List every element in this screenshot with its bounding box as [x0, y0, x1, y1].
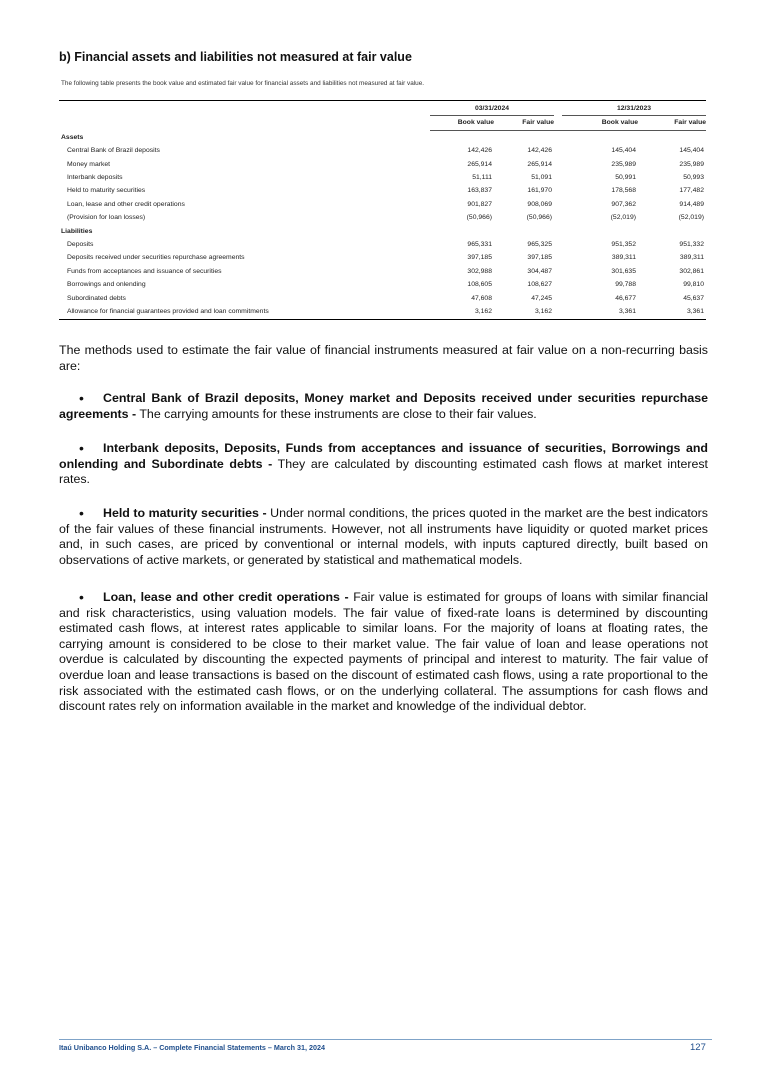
method-item: [59, 441, 708, 488]
table-group-row: [59, 225, 706, 238]
group-label: Assets: [61, 133, 84, 141]
table-row: [59, 184, 706, 197]
bullet-icon: •: [79, 505, 84, 521]
cell-value: 901,827: [467, 200, 492, 208]
cell-value: 3,162: [430, 305, 494, 319]
column-gap: [554, 305, 562, 319]
cell-value: 177,482: [679, 187, 704, 195]
table-intro: The following table presents the book value and estimated fair value for financial assets and liabilities not measured at fair value.: [61, 80, 425, 87]
method-item: [59, 506, 708, 568]
cell-value: 304,487: [527, 267, 552, 275]
row-label: Deposits received under securities repurchase agreements: [67, 254, 245, 262]
cell-value: 3,162: [494, 305, 554, 319]
method-text: Fair value is estimated for groups of loans with similar financial and risk characteristics, using valuation models. The fair value of fixed-rate loans is determined by discounting estimated cash flows, at interest rates applicable to similar loans. For the majority of loans at floating rates, the carrying amount is considered to be close to their market value. The fair value of loan and lease operations not overdue is calculated by discounting the expected payments of principal and interest to maturity. The fair value of overdue loan and lease transactions is based on the discount of estimated cash flows, using a rate proportional to the risk associated with the estimated cash flows, or on the underlying collateral. The assumptions for cash flows and discount rates rely on information available in the market and knowledge of the individual debtor.: [59, 590, 708, 714]
cell-value: 914,489: [679, 200, 704, 208]
cell-value: 161,970: [527, 187, 552, 195]
column-gap: [554, 251, 562, 264]
method-text: They are calculated by discounting estimated cash flows at market interest rates.: [59, 456, 708, 487]
row-label: Central Bank of Brazil deposits: [67, 147, 160, 155]
cell-value: 235,989: [611, 160, 636, 168]
table-row: [59, 144, 706, 157]
cell-value: 108,627: [527, 281, 552, 289]
column-header: Book value: [430, 116, 494, 130]
cell-value: 163,837: [467, 187, 492, 195]
cell-value: 951,352: [611, 241, 636, 249]
cell-value: 50,991: [615, 174, 636, 182]
method-text: Under normal conditions, the prices quoted in the market are the best indicators of the fair values of these financial instruments. However, not all instruments have liquidity or quoted market prices and, in such cases, are priced by conventional or internal models, with inputs captured directly, built based on observations of active markets, or generated by statistical and mathematical models.: [59, 506, 708, 567]
column-gap: [554, 265, 562, 278]
table-row: [59, 265, 706, 278]
cell-value: 397,185: [467, 254, 492, 262]
cell-value: 51,111: [472, 174, 492, 182]
group-label: Liabilities: [61, 227, 93, 235]
period-header: 03/31/2024: [430, 102, 554, 116]
column-header: Book value: [562, 116, 638, 130]
row-label: Held to maturity securities: [67, 187, 146, 195]
method-item: [59, 590, 708, 715]
cell-value: 46,677: [615, 294, 636, 302]
cell-value: 389,311: [611, 254, 636, 262]
cell-value: 397,185: [527, 254, 552, 262]
method-text: The carrying amounts for these instruments are close to their fair values.: [139, 406, 537, 421]
cell-value: (52,019): [610, 214, 636, 222]
cell-value: 108,605: [467, 281, 492, 289]
table-row: [59, 238, 706, 251]
row-label: Allowance for financial guarantees provided and loan commitments: [59, 305, 430, 319]
page-number: 127: [690, 1042, 706, 1053]
row-label: Money market: [67, 160, 111, 168]
table-row: [59, 171, 706, 184]
period-header-row: [59, 102, 706, 116]
cell-value: 302,861: [679, 267, 704, 275]
cell-value: 99,810: [683, 281, 704, 289]
cell-value: (50,966): [466, 214, 492, 222]
bullet-icon: •: [79, 440, 84, 456]
column-gap: [554, 198, 562, 211]
column-gap: [554, 238, 562, 251]
method-heading: Central Bank of Brazil deposits, Money market and Deposits received under securities repurchase agreements -: [59, 391, 708, 421]
column-gap: [554, 144, 562, 157]
row-label: Borrowings and onlending: [67, 281, 146, 289]
row-label: Deposits: [67, 241, 94, 249]
cell-value: 389,311: [679, 254, 704, 262]
column-gap: [554, 158, 562, 171]
cell-value: 265,914: [527, 160, 552, 168]
method-heading: Loan, lease and other credit operations -: [103, 590, 349, 604]
cell-value: (50,966): [526, 214, 552, 222]
row-label: Subordinated debts: [67, 294, 126, 302]
row-label: Funds from acceptances and issuance of securities: [67, 267, 222, 275]
bullet-icon: •: [79, 589, 84, 605]
cell-value: 99,788: [615, 281, 636, 289]
cell-value: 951,332: [679, 241, 704, 249]
cell-value: 50,993: [683, 174, 704, 182]
footer-divider: [59, 1039, 712, 1040]
column-gap: [554, 171, 562, 184]
methods-intro: The methods used to estimate the fair value of financial instruments measured at fair value on a non-recurring basis are:: [59, 343, 708, 373]
table-row: [59, 305, 706, 319]
period-header: 12/31/2023: [562, 102, 706, 116]
table-row: [59, 278, 706, 291]
cell-value: 45,637: [683, 294, 704, 302]
cell-value: 47,608: [471, 294, 492, 302]
cell-value: 51,091: [531, 174, 552, 182]
row-label: Interbank deposits: [67, 174, 123, 182]
cell-value: 47,245: [531, 294, 552, 302]
column-gap: [554, 292, 562, 305]
cell-value: 301,635: [611, 267, 636, 275]
method-heading: Held to maturity securities -: [103, 506, 267, 520]
table-row: [59, 198, 706, 211]
column-gap: [554, 211, 562, 224]
cell-value: 965,331: [467, 241, 492, 249]
section-title: b) Financial assets and liabilities not measured at fair value: [59, 50, 412, 64]
table-row: [59, 211, 706, 224]
table-row: [59, 158, 706, 171]
cell-value: 145,404: [679, 147, 704, 155]
cell-value: 265,914: [467, 160, 492, 168]
row-label: (Provision for loan losses): [67, 214, 146, 222]
column-gap: [554, 278, 562, 291]
cell-value: 965,325: [527, 241, 552, 249]
column-header: Fair value: [494, 116, 554, 130]
table-row: [59, 292, 706, 305]
column-gap: [554, 184, 562, 197]
method-item: [59, 391, 708, 422]
cell-value: 178,568: [611, 187, 636, 195]
table-group-row: [59, 130, 706, 144]
column-header-row: [59, 116, 706, 130]
column-header: Fair value: [638, 116, 706, 130]
cell-value: 302,988: [467, 267, 492, 275]
footer-text: Itaú Unibanco Holding S.A. – Complete Financial Statements – March 31, 2024: [59, 1043, 326, 1052]
cell-value: 145,404: [611, 147, 636, 155]
cell-value: 3,361: [638, 305, 706, 319]
cell-value: 235,989: [679, 160, 704, 168]
cell-value: 3,361: [562, 305, 638, 319]
cell-value: 908,069: [527, 200, 552, 208]
cell-value: (52,019): [678, 214, 704, 222]
cell-value: 142,426: [467, 147, 492, 155]
cell-value: 907,362: [611, 200, 636, 208]
fair-value-table: [59, 100, 706, 320]
row-label: Loan, lease and other credit operations: [67, 200, 185, 208]
table-row: [59, 251, 706, 264]
cell-value: 142,426: [527, 147, 552, 155]
method-heading: Interbank deposits, Deposits, Funds from acceptances and issuance of securities, Borrowings and onlending and Subordinate debts -: [59, 441, 708, 471]
bullet-icon: •: [79, 390, 84, 406]
